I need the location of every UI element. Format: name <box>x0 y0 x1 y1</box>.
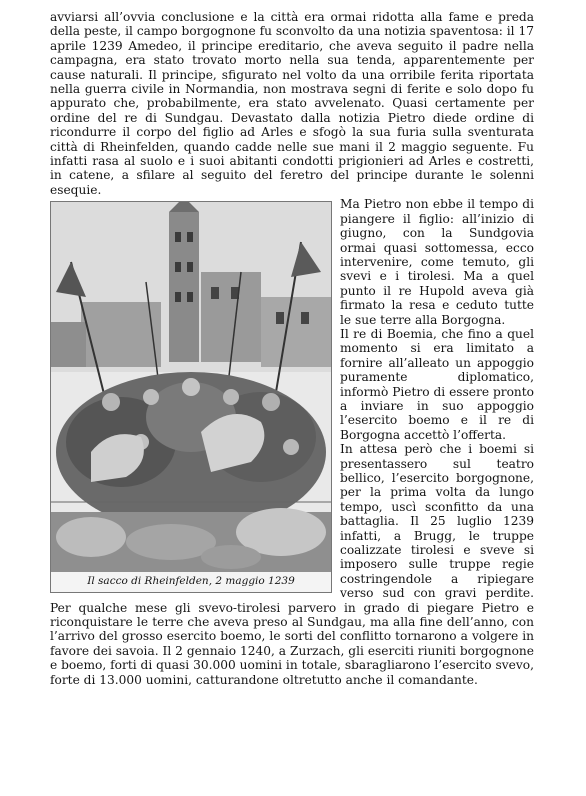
document-page <box>50 10 534 687</box>
figure <box>50 201 332 592</box>
paragraph-2: Ma Pietro non ebbe il tempo di piangere il figlio: all’inizio di giugno, con la Sundgovia ormai quasi sottomessa, ecco intervenire, come temuto, gli svevi e i tirolesi. Ma a quel punto il re Hupold aveva già firmato la resa e ceduto tutte le sue terre alla Borgogna. <box>340 197 534 327</box>
figure-caption: Il sacco di Rheinfelden, 2 maggio 1239 <box>51 572 331 591</box>
paragraph-4: In attesa però che i boemi si presentassero sul teatro bellico, l’esercito borgognone, per la prima volta da lungo tempo, uscì sconfitto da una battaglia. Il 25 luglio 1239 infatti, a Brugg, le truppe coalizzate tirolesi e sveve si imposero sulle truppe regie costringendole a ripiegare verso sud con gravi perdite. Per qualche mese gli svevo-tirolesi parvero in grado di piegare Pietro e riconquistare le terre che aveva preso al Sundgau, ma alla fine dell’anno, con l’arrivo del grosso esercito boemo, le sorti del conflitto tornarono a volgere in favore dei savoia. Il 2 gennaio 1240, a Zurzach, gli eserciti riuniti borgognone e boemo, forti di quasi 30.000 uomini in totale, sbaragliarono l’esercito svevo, forte di 13.000 uomini, catturandone oltretutto anche il comandante. <box>50 442 534 687</box>
paragraph-3: Il re di Boemia, che fino a quel momento si era limitato a fornire all’alleato un appoggio puramente diplomatico, informò Pietro di essere pronto a inviare in suo appoggio l’esercito boemo e il re di Borgogna accettò l’offerta. <box>340 326 534 442</box>
paragraph-1: avviarsi all’ovvia conclusione e la città era ormai ridotta alla fame e preda della peste, il campo borgognone fu sconvolto da una notizia spaventosa: il 17 aprile 1239 Amedeo, il principe ereditario, che aveva seguito il padre nella campagna, era stato trovato morto nella sua tenda, apparentemente per cause naturali. Il principe, sfigurato nel volto da una orribile ferita riportata nella guerra civile in Normandia, non mostrava segni di ferite e solo dopo fu appurato che, probabilmente, era stato avvelenato. Quasi certamente per ordine del re di Sundgau. Devastato dalla notizia Pietro diede ordine di ricondurre il corpo del figlio ad Arles e sfogò la sua furia sulla sventurata città di Rheinfelden, quando cadde nelle sue mani il 2 maggio seguente. Fu infatti rasa al suolo e i suoi abitanti condotti prigionieri ad Arles e costretti, in catene, a sfilare al seguito del feretro del principe durante le solenni esequie. <box>50 10 534 197</box>
battle-engraving-icon <box>51 202 331 572</box>
